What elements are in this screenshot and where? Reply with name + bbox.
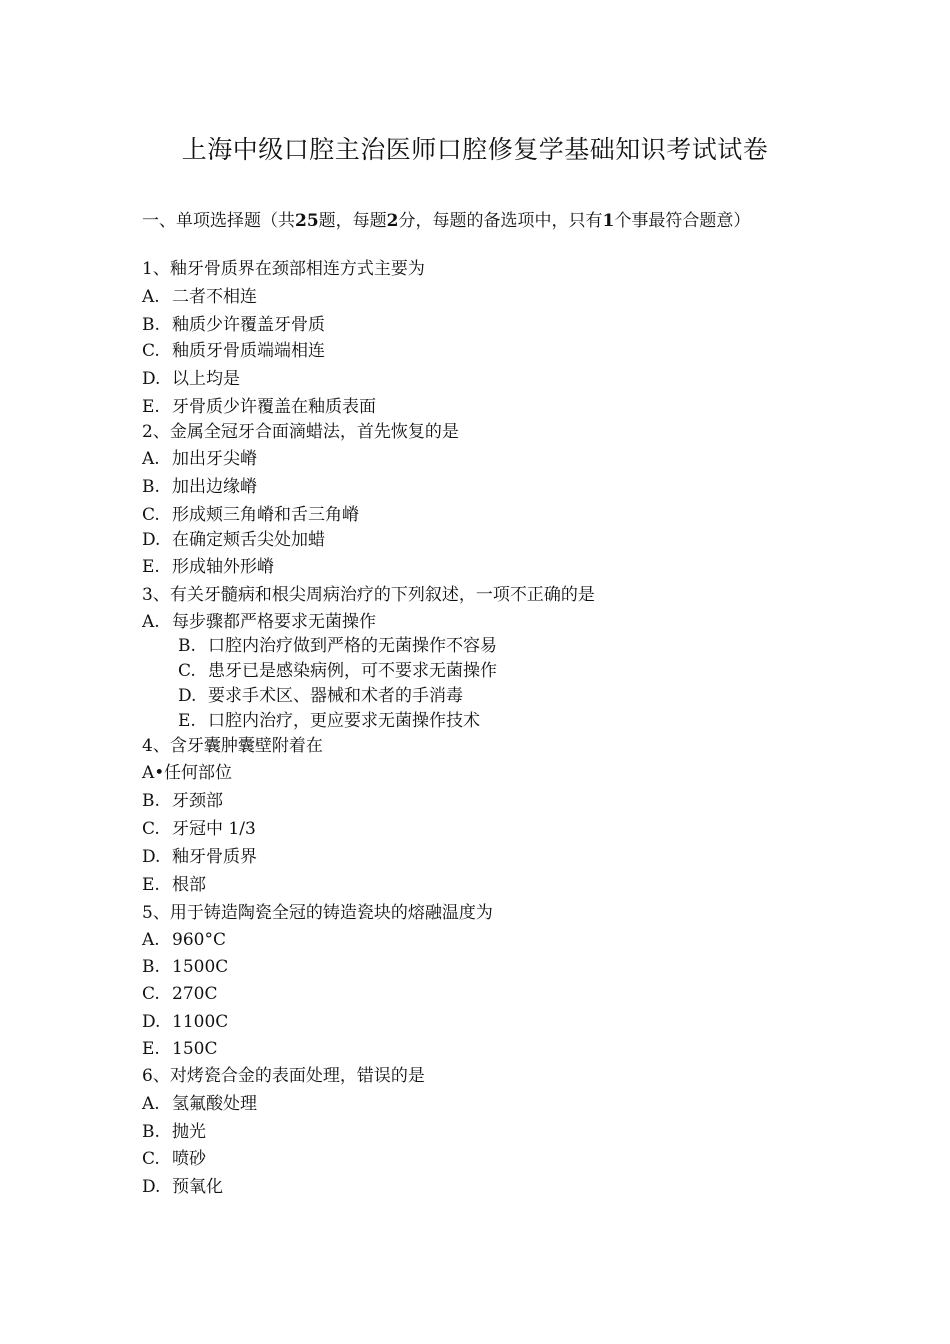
page-title: 上海中级口腔主治医师口腔修复学基础知识考试试卷	[181, 135, 769, 164]
option-letter: E.	[142, 1039, 160, 1059]
option-text: 960°C	[172, 930, 226, 950]
question-score: 2	[386, 211, 399, 231]
option-letter: B.	[142, 957, 160, 977]
option-text: 牙冠中 1/3	[172, 819, 256, 839]
option-letter: D.	[142, 847, 161, 867]
answer-option	[142, 285, 257, 309]
option-letter: A.	[142, 449, 160, 469]
option-text: 口腔内治疗做到严格的无菌操作不容易	[208, 636, 497, 656]
option-text: 釉质少许覆盖牙骨质	[172, 315, 325, 335]
answer-option	[142, 982, 217, 1006]
option-letter: B.	[142, 315, 160, 335]
question-stem: 3、有关牙髓病和根尖周病治疗的下列叙述，一项不正确的是	[142, 585, 595, 605]
option-text: 150C	[172, 1039, 218, 1059]
option-letter: C.	[142, 819, 160, 839]
answer-option	[178, 659, 497, 683]
answer-option	[142, 761, 232, 785]
option-text: 形成颊三角嵴和舌三角嵴	[172, 505, 359, 525]
answer-option	[142, 873, 206, 897]
answer-option	[142, 395, 376, 419]
section-text-3: 分，每题的备选项中，只有	[398, 211, 603, 231]
option-text: 270C	[172, 984, 218, 1004]
option-letter: D.	[178, 686, 197, 706]
option-letter: E.	[142, 397, 160, 417]
option-text: 牙骨质少许覆盖在釉质表面	[172, 397, 376, 417]
option-letter: E.	[178, 711, 196, 731]
answer-option	[142, 367, 240, 391]
option-text: 釉质牙骨质端端相连	[172, 341, 325, 361]
option-letter: D.	[142, 1177, 161, 1197]
option-letter: A.	[142, 612, 160, 632]
question-stem: 5、用于铸造陶瓷全冠的铸造瓷块的熔融温度为	[142, 903, 493, 923]
option-letter: A.	[142, 930, 160, 950]
answer-option	[142, 313, 325, 337]
option-text: 氢氟酸处理	[172, 1094, 257, 1114]
option-text: 以上均是	[172, 369, 240, 389]
section-text-2: 题，每题	[318, 211, 387, 231]
question-count: 25	[295, 211, 319, 231]
answer-option	[142, 928, 226, 952]
answer-option	[142, 955, 228, 979]
answer-option	[142, 610, 376, 634]
option-text: 牙颈部	[172, 791, 223, 811]
option-letter: A.	[142, 1094, 160, 1114]
answer-option	[142, 1037, 217, 1061]
section-text-4: 个事最符合题意）	[614, 211, 751, 231]
option-letter: D.	[142, 530, 161, 550]
option-letter: C.	[142, 505, 160, 525]
option-text: 每步骤都严格要求无菌操作	[172, 612, 376, 632]
option-letter: C.	[142, 984, 160, 1004]
option-text: 1500C	[172, 957, 229, 977]
option-text: 根部	[172, 875, 206, 895]
section-text-1: 一、单项选择题（共	[142, 211, 295, 231]
option-letter: B.	[142, 1122, 160, 1142]
option-text: 釉牙骨质界	[172, 847, 257, 867]
option-letter: B.	[142, 477, 160, 497]
option-letter: C.	[178, 661, 196, 681]
option-letter: D.	[142, 1012, 161, 1032]
option-letter: A.	[142, 287, 160, 307]
option-text: 要求手术区、器械和术者的手消毒	[208, 686, 463, 706]
option-text: 预氧化	[172, 1177, 223, 1197]
answer-option	[142, 555, 274, 579]
answer-option	[178, 634, 497, 658]
option-letter: C.	[142, 341, 160, 361]
answer-option	[142, 789, 223, 813]
option-text: 加出牙尖嵴	[172, 449, 257, 469]
option-letter: C.	[142, 1149, 160, 1169]
answer-option	[142, 817, 256, 841]
answer-option	[142, 447, 257, 471]
question-stem: 4、含牙囊肿囊壁附着在	[142, 736, 323, 756]
option-text: 患牙已是感染病例，可不要求无菌操作	[208, 661, 497, 681]
option-text: 加出边缘嵴	[172, 477, 257, 497]
option-letter: E.	[142, 557, 160, 577]
question-stem: 2、金属全冠牙合面滴蜡法，首先恢复的是	[142, 422, 459, 442]
option-text: 在确定颊舌尖处加蜡	[172, 530, 325, 550]
answer-option	[142, 1092, 257, 1116]
question-stem: 1、釉牙骨质界在颈部相连方式主要为	[142, 259, 425, 279]
answer-option	[142, 503, 359, 527]
question-stem: 6、对烤瓷合金的表面处理，错误的是	[142, 1066, 425, 1086]
answer-option	[142, 528, 325, 552]
option-letter: B.	[142, 791, 160, 811]
answer-option	[142, 339, 325, 363]
answer-count: 1	[602, 211, 615, 231]
option-text: 口腔内治疗，更应要求无菌操作技术	[208, 711, 480, 731]
answer-option	[142, 1147, 206, 1171]
option-text: 任何部位	[164, 763, 232, 783]
answer-option	[142, 1175, 223, 1199]
answer-option	[142, 1010, 228, 1034]
answer-option	[142, 845, 257, 869]
option-letter: D.	[142, 369, 161, 389]
answer-option	[142, 475, 257, 499]
option-text: 1100C	[172, 1012, 229, 1032]
option-text: 抛光	[172, 1122, 206, 1142]
option-letter: B.	[178, 636, 196, 656]
answer-option	[178, 709, 480, 733]
option-letter: E.	[142, 875, 160, 895]
answer-option	[142, 1120, 206, 1144]
option-text: 二者不相连	[172, 287, 257, 307]
option-text: 形成轴外形嵴	[172, 557, 274, 577]
option-letter: A•	[142, 763, 165, 783]
section-header	[142, 208, 802, 235]
option-text: 喷砂	[172, 1149, 206, 1169]
answer-option	[178, 684, 463, 708]
